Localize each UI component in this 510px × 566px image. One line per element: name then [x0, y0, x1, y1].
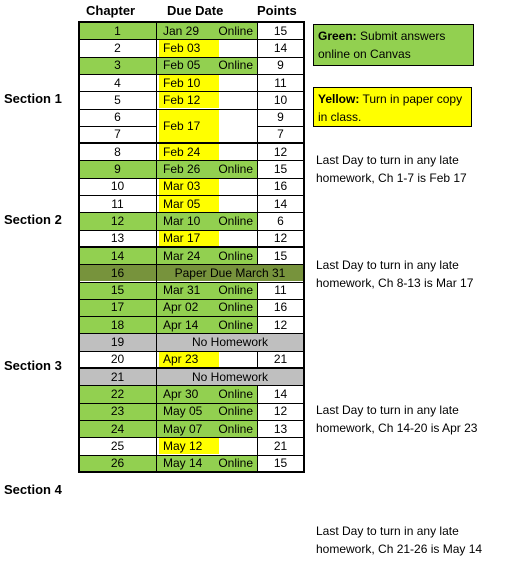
column-divider [257, 282, 258, 334]
points-cell: 12 [257, 230, 304, 247]
due-date-cell: Mar 31 [163, 283, 201, 298]
row-divider [79, 57, 304, 58]
due-date-cell: Apr 23 [159, 351, 219, 368]
table-row [79, 264, 304, 281]
online-label: Online [218, 404, 253, 419]
legend-yellow [313, 87, 472, 127]
points-cell: 14 [257, 195, 304, 212]
row-divider [79, 143, 304, 144]
table-row [79, 437, 304, 454]
table-row [79, 160, 304, 177]
due-date-cell: Apr 14 [163, 317, 199, 332]
due-date-cell: May 12 [159, 437, 219, 454]
due-date-cell: Apr 02 [163, 300, 199, 315]
legend-yellow-title: Yellow: [318, 92, 360, 106]
section-1-label: Section 1 [4, 91, 62, 106]
online-label: Online [218, 317, 253, 332]
online-label: Online [218, 283, 253, 298]
due-date-cell: Feb 17 [159, 109, 219, 144]
chapter-cell: 14 [79, 247, 156, 264]
row-divider [257, 126, 304, 127]
points-cell: 15 [257, 455, 304, 472]
due-date-cell: Mar 10 [163, 213, 201, 228]
merged-note-cell: No Homework [191, 369, 269, 384]
due-date-cell: Jan 29 [163, 23, 200, 38]
points-cell: 15 [257, 160, 304, 177]
due-date-cell: Feb 10 [159, 74, 219, 91]
due-date-cell: Mar 03 [159, 178, 219, 195]
points-cell: 7 [257, 126, 304, 143]
row-divider [79, 74, 304, 75]
due-date-cell: Mar 17 [159, 230, 219, 247]
points-cell: 6 [257, 212, 304, 229]
header-points: Points [257, 3, 297, 18]
chapter-cell: 6 [79, 109, 156, 126]
note-late-homework-1: Last Day to turn in any late homework, Ch 1-7 is Feb 17 [316, 153, 467, 185]
chapter-cell: 22 [79, 385, 156, 402]
online-label: Online [218, 386, 253, 401]
row-divider [79, 299, 304, 300]
chapter-cell: 10 [79, 178, 156, 195]
row-divider [79, 264, 304, 265]
table-row [79, 299, 304, 316]
points-cell: 9 [257, 57, 304, 74]
due-date-cell: Feb 26 [163, 162, 201, 177]
note-late-homework-2: Last Day to turn in any late homework, Ch 8-13 is Mar 17 [316, 258, 474, 290]
legend-yellow-text: Turn in paper copy in class. [318, 92, 463, 124]
points-cell: 15 [257, 247, 304, 264]
row-divider [79, 385, 304, 386]
table-row [79, 247, 304, 264]
chapter-cell: 26 [79, 455, 156, 472]
due-date-cell: Feb 12 [159, 91, 219, 108]
chapter-cell: 5 [79, 91, 156, 108]
table-row [79, 230, 304, 247]
section-3-label: Section 3 [4, 358, 62, 373]
row-divider [79, 160, 304, 161]
points-cell: 12 [257, 316, 304, 333]
chapter-cell: 21 [79, 368, 156, 385]
due-date-cell: Feb 05 [163, 58, 201, 73]
row-divider [79, 333, 304, 334]
row-divider [79, 403, 304, 404]
chapter-cell: 3 [79, 57, 156, 74]
chapter-cell: 23 [79, 403, 156, 420]
chapter-cell: 24 [79, 420, 156, 437]
table-row [79, 368, 304, 385]
table-row [79, 91, 304, 108]
table-row [79, 74, 304, 91]
due-date-cell: Mar 24 [163, 248, 201, 263]
legend-green [313, 24, 474, 66]
row-divider [79, 212, 304, 213]
table-row [79, 126, 304, 143]
points-cell: 9 [257, 109, 304, 126]
points-cell: 21 [257, 351, 304, 368]
table-row [79, 212, 304, 229]
points-cell: 12 [257, 143, 304, 160]
table-row [79, 351, 304, 368]
due-date-cell: May 05 [163, 404, 203, 419]
section-4-label: Section 4 [4, 482, 62, 497]
column-divider [257, 351, 258, 368]
online-label: Online [218, 162, 253, 177]
points-cell: 11 [257, 282, 304, 299]
chapter-cell: 4 [79, 74, 156, 91]
points-cell: 12 [257, 403, 304, 420]
legend-green-title: Green: [318, 29, 357, 43]
row-divider [79, 316, 304, 317]
merged-note-cell: No Homework [191, 335, 269, 350]
row-divider [79, 455, 304, 456]
points-cell: 11 [257, 74, 304, 91]
online-label: Online [218, 300, 253, 315]
chapter-cell: 17 [79, 299, 156, 316]
note-late-homework-3: Last Day to turn in any late homework, Ch 14-20 is Apr 23 [316, 403, 478, 435]
chapter-cell: 9 [79, 160, 156, 177]
schedule-table [79, 22, 304, 472]
chapter-cell: 13 [79, 230, 156, 247]
row-divider [79, 39, 304, 40]
chapter-cell: 12 [79, 212, 156, 229]
due-date-cell: Feb 03 [159, 39, 219, 56]
row-divider [79, 109, 304, 110]
points-cell: 15 [257, 22, 304, 39]
table-row [79, 22, 304, 39]
online-label: Online [218, 248, 253, 263]
chapter-cell: 7 [79, 126, 156, 143]
row-divider [79, 126, 156, 127]
table-row [79, 316, 304, 333]
chapter-cell: 20 [79, 351, 156, 368]
row-divider [79, 247, 304, 248]
row-divider [79, 91, 304, 92]
row-divider [79, 437, 304, 438]
chapter-cell: 18 [79, 316, 156, 333]
table-row [79, 403, 304, 420]
row-divider [79, 351, 304, 352]
due-date-cell: Apr 30 [163, 386, 199, 401]
table-row [79, 178, 304, 195]
online-label: Online [218, 456, 253, 471]
points-cell: 16 [257, 299, 304, 316]
table-row [79, 143, 304, 160]
chapter-cell: 25 [79, 437, 156, 454]
chapter-cell: 16 [79, 264, 156, 281]
due-date-cell: Mar 05 [159, 195, 219, 212]
chapter-cell: 8 [79, 143, 156, 160]
online-label: Online [218, 58, 253, 73]
online-label: Online [218, 421, 253, 436]
chapter-cell: 19 [79, 333, 156, 350]
chapter-cell: 1 [79, 22, 156, 39]
table-row [79, 282, 304, 299]
table-row [79, 109, 304, 133]
header-chapter: Chapter [86, 3, 136, 18]
row-divider [79, 195, 304, 196]
header-due-date: Due Date [167, 3, 224, 18]
points-cell: 21 [257, 437, 304, 454]
row-divider [79, 178, 304, 179]
column-divider [156, 22, 157, 472]
online-label: Online [218, 213, 253, 228]
due-date-cell: May 14 [163, 456, 203, 471]
points-cell: 14 [257, 39, 304, 56]
online-label: Online [218, 23, 253, 38]
legend-green-text: Submit answers online on Canvas [318, 29, 446, 61]
due-date-cell: Feb 24 [159, 143, 219, 160]
table-row [79, 39, 304, 56]
table-row [79, 57, 304, 74]
merged-note-cell: Paper Due March 31 [174, 265, 286, 280]
chapter-cell: 11 [79, 195, 156, 212]
points-cell: 16 [257, 178, 304, 195]
points-cell: 14 [257, 385, 304, 402]
chapter-cell: 15 [79, 282, 156, 299]
row-divider [79, 368, 304, 369]
column-divider [257, 22, 258, 264]
chapter-cell: 2 [79, 39, 156, 56]
row-divider [79, 230, 304, 231]
points-cell: 13 [257, 420, 304, 437]
table-row [79, 195, 304, 212]
note-late-homework-4: Last Day to turn in any late homework, Ch 21-26 is May 14 [316, 524, 483, 556]
due-date-cell: May 07 [163, 421, 203, 436]
row-divider [79, 420, 304, 421]
row-divider [79, 282, 304, 283]
table-row [79, 455, 304, 472]
points-cell: 10 [257, 91, 304, 108]
table-row [79, 385, 304, 402]
table-row [79, 333, 304, 350]
section-2-label: Section 2 [4, 212, 62, 227]
table-row [79, 420, 304, 437]
column-divider [257, 385, 258, 472]
